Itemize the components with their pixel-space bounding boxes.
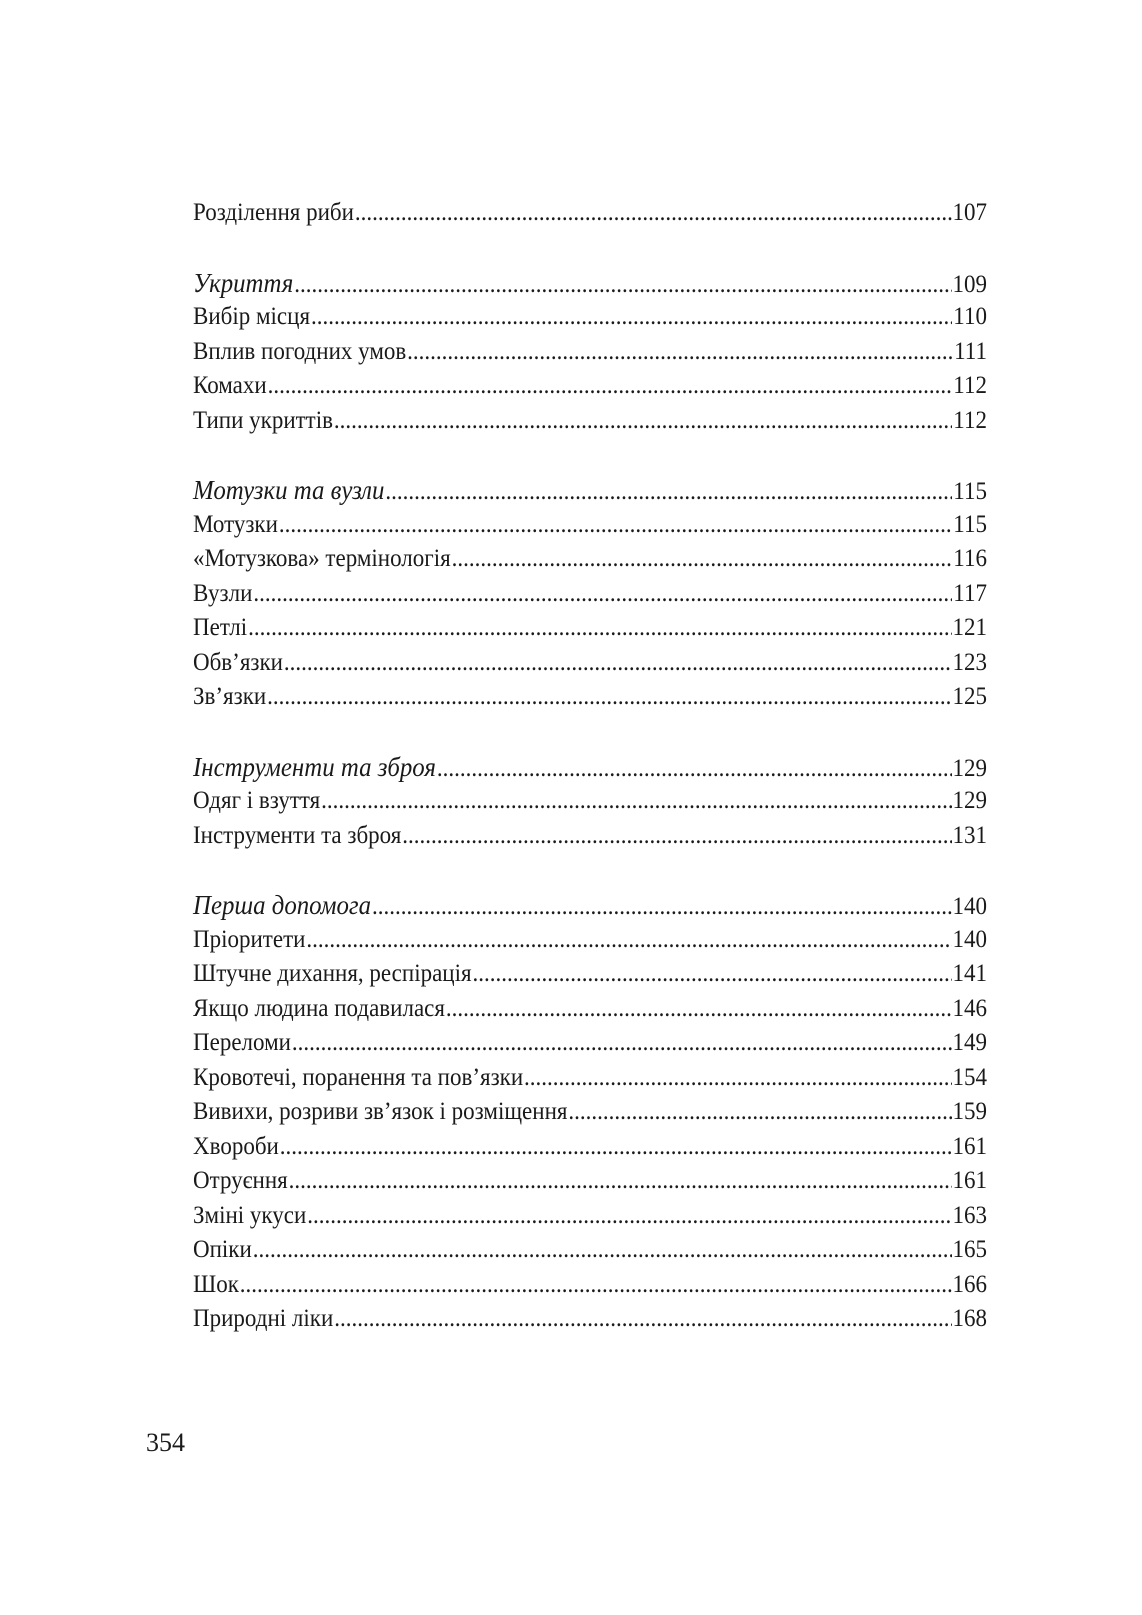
toc-entry[interactable] — [193, 957, 987, 992]
dot-leader — [292, 1026, 952, 1061]
toc-entry-page: 165 — [952, 1236, 987, 1263]
dot-leader — [568, 1095, 951, 1130]
dot-leader — [253, 1233, 952, 1268]
toc-entry[interactable] — [193, 1130, 987, 1165]
toc-section-heading[interactable] — [193, 888, 987, 923]
toc-entry[interactable] — [193, 508, 987, 543]
toc-entry[interactable] — [193, 1199, 987, 1234]
dot-leader — [437, 752, 952, 787]
toc-section-heading[interactable] — [193, 473, 987, 508]
dot-leader — [268, 369, 953, 404]
dot-leader — [446, 992, 952, 1027]
toc-entry-title: Вибір місця — [193, 303, 311, 330]
toc-entry-title: Вплив погодних умов — [193, 337, 407, 365]
toc-section — [193, 888, 987, 1337]
toc-entry-title: Шок — [193, 1270, 239, 1298]
toc-heading-title: Інструменти та зброя — [193, 751, 436, 782]
toc-entry[interactable] — [193, 196, 987, 231]
dot-leader — [306, 923, 951, 958]
dot-leader — [307, 1199, 951, 1234]
toc-entry[interactable] — [193, 992, 987, 1027]
toc-entry-title: Хвороби — [193, 1132, 279, 1160]
toc-entry-page: 115 — [953, 478, 987, 505]
toc-entry-page: 154 — [952, 1063, 987, 1091]
toc-entry-page: 149 — [952, 1029, 987, 1056]
toc-entry-title: Кровотечі, поранення та пов’язки — [193, 1063, 524, 1091]
toc-entry-page: 123 — [952, 648, 987, 676]
toc-entry[interactable] — [193, 1061, 987, 1096]
toc-entry-title: «Мотузкова» термінологія — [193, 545, 451, 572]
toc-entry-page: 129 — [952, 787, 987, 814]
toc-entry[interactable] — [193, 369, 987, 404]
dot-leader — [280, 1130, 952, 1165]
toc-entry-title: Природні ліки — [193, 1305, 334, 1332]
toc-entry-page: 146 — [952, 994, 987, 1022]
toc-entry-page: 116 — [953, 545, 987, 572]
toc-entry[interactable] — [193, 404, 987, 439]
dot-leader — [472, 957, 951, 992]
dot-leader — [334, 1302, 951, 1337]
toc-entry-title: Обв’язки — [193, 648, 283, 676]
toc-entry-page: 166 — [952, 1270, 987, 1298]
toc-entry-title: Пріоритети — [193, 925, 306, 953]
toc-entry-page: 140 — [952, 893, 987, 920]
toc-section — [193, 266, 987, 439]
toc-entry-title: Одяг і взуття — [193, 787, 321, 814]
toc-section — [193, 750, 987, 854]
dot-leader — [248, 611, 951, 646]
toc-entry-page: 129 — [952, 754, 987, 782]
toc-entry-title: Інструменти та зброя — [193, 821, 402, 849]
dot-leader — [524, 1061, 951, 1096]
toc-entry[interactable] — [193, 611, 987, 646]
dot-leader — [240, 1268, 952, 1303]
toc-entry-title: Розділення риби — [193, 199, 354, 226]
toc-entry-page: 117 — [953, 579, 987, 607]
dot-leader — [279, 508, 953, 543]
toc-entry-title: Комахи — [193, 372, 267, 399]
dot-leader — [355, 196, 952, 231]
toc-entry[interactable] — [193, 577, 987, 612]
toc-entry-title: Мотузки — [193, 510, 278, 538]
dot-leader — [385, 475, 952, 510]
toc-entry-title: Опіки — [193, 1236, 252, 1263]
dot-leader — [407, 335, 953, 370]
table-of-contents — [193, 196, 987, 1372]
toc-entry-page: 121 — [952, 614, 987, 641]
toc-entry[interactable] — [193, 335, 987, 370]
toc-entry-title: Переломи — [193, 1029, 291, 1056]
dot-leader — [267, 680, 951, 715]
dot-leader — [372, 890, 952, 925]
dot-leader — [321, 784, 951, 819]
toc-entry[interactable] — [193, 680, 987, 715]
toc-heading-title: Мотузки та вузли — [193, 475, 385, 505]
dot-leader — [402, 819, 951, 854]
toc-entry-page: 140 — [952, 925, 987, 953]
toc-entry-page: 163 — [952, 1201, 987, 1229]
page-number: 354 — [146, 1428, 185, 1457]
toc-entry-page: 109 — [952, 270, 987, 298]
toc-entry[interactable] — [193, 1026, 987, 1061]
toc-entry[interactable] — [193, 784, 987, 819]
toc-entry-page: 110 — [953, 303, 987, 330]
toc-entry[interactable] — [193, 1302, 987, 1337]
toc-entry[interactable] — [193, 542, 987, 577]
dot-leader — [253, 577, 952, 612]
toc-entry-page: 159 — [952, 1098, 987, 1125]
toc-entry-title: Штучне дихання, респірація — [193, 960, 472, 987]
toc-entry[interactable] — [193, 923, 987, 958]
toc-entry[interactable] — [193, 1095, 987, 1130]
toc-entry-page: 111 — [954, 337, 987, 365]
toc-entry[interactable] — [193, 300, 987, 335]
toc-entry[interactable] — [193, 1233, 987, 1268]
dot-leader — [289, 1164, 952, 1199]
toc-heading-title: Укриття — [193, 267, 294, 298]
toc-entry-title: Типи укриттів — [193, 406, 333, 434]
toc-entry-page: 112 — [953, 372, 987, 399]
toc-entry[interactable] — [193, 1268, 987, 1303]
toc-entry[interactable] — [193, 819, 987, 854]
toc-entry[interactable] — [193, 1164, 987, 1199]
toc-entry-title: Якщо людина подавилася — [193, 994, 445, 1022]
dot-leader — [284, 646, 952, 681]
toc-entry-page: 131 — [952, 821, 987, 849]
toc-entry-title: Зв’язки — [193, 683, 267, 710]
toc-entry[interactable] — [193, 646, 987, 681]
toc-entry-page: 112 — [953, 406, 987, 434]
toc-entry-title: Вивихи, розриви зв’язок і розміщення — [193, 1098, 568, 1125]
toc-entry-page: 161 — [952, 1132, 987, 1160]
toc-entry-page: 168 — [952, 1305, 987, 1332]
toc-entry-title: Отруєння — [193, 1167, 288, 1194]
dot-leader — [294, 268, 951, 303]
toc-entry-page: 107 — [952, 199, 987, 226]
toc-entry-title: Петлі — [193, 614, 248, 641]
dot-leader — [452, 542, 953, 577]
toc-entry-page: 141 — [952, 960, 987, 987]
toc-entry-title: Вузли — [193, 579, 253, 607]
toc-entry-page: 125 — [952, 683, 987, 710]
dot-leader — [311, 300, 952, 335]
toc-heading-title: Перша допомога — [193, 890, 372, 920]
toc-section-heading[interactable] — [193, 266, 987, 301]
toc-section-heading[interactable] — [193, 750, 987, 785]
toc-section — [193, 196, 987, 231]
toc-entry-page: 115 — [953, 510, 987, 538]
toc-section — [193, 473, 987, 715]
toc-entry-page: 161 — [952, 1167, 987, 1194]
toc-entry-title: Зміні укуси — [193, 1201, 307, 1229]
dot-leader — [334, 404, 952, 439]
